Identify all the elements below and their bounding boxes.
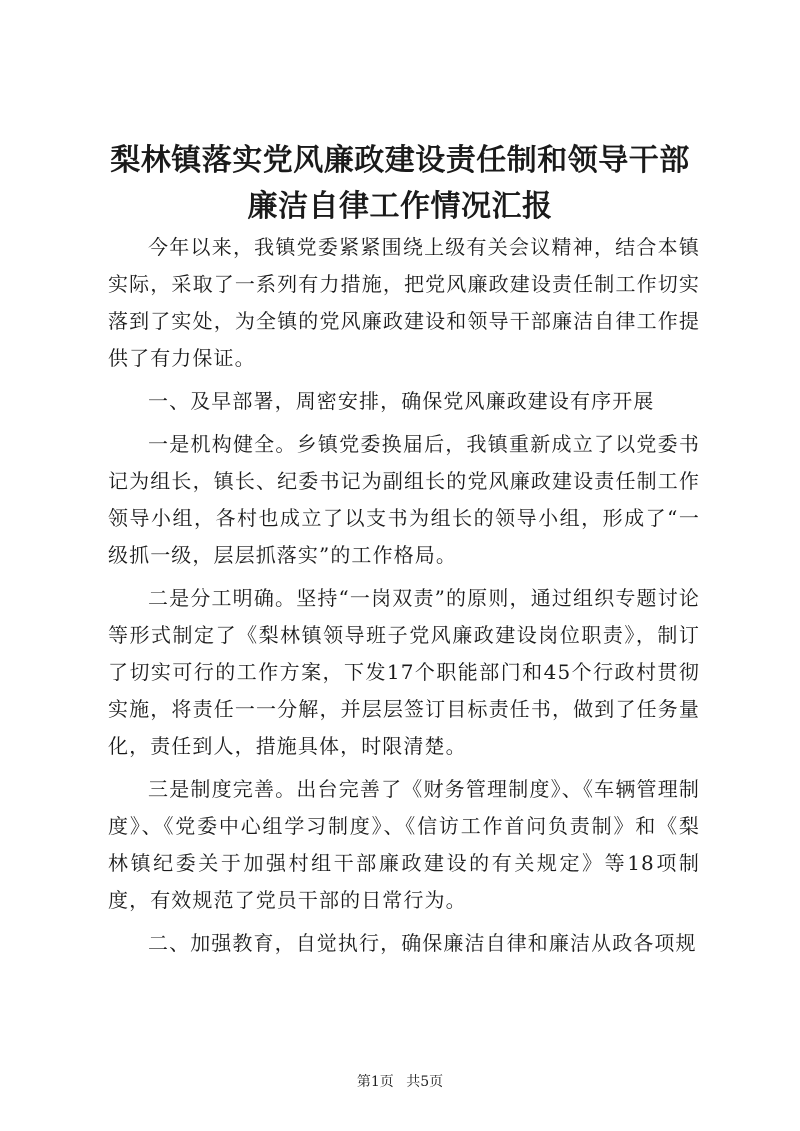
paragraph-intro: 今年以来，我镇党委紧紧围绕上级有关会议精神，结合本镇实际，采取了一系列有力措施，把党风廉政建设责任制工作切实落到了实处，为全镇的党风廉政建设和领导干部廉洁自律工作提供了有力保证。 bbox=[108, 235, 700, 370]
page-footer bbox=[0, 1072, 800, 1092]
paragraph-organization: 一是机构健全。乡镇党委换届后，我镇重新成立了以党委书记为组长，镇长、纪委书记为副组长的党风廉政建设责任制工作领导小组，各村也成立了以支书为组长的领导小组，形成了“一级抓一级，层层抓落实”的工作格局。 bbox=[108, 432, 700, 567]
section-heading-1: 一、及早部署，周密安排，确保党风廉政建设有序开展 bbox=[148, 389, 655, 413]
page-total: 共5页 bbox=[406, 1074, 444, 1090]
paragraph-division-of-labor: 二是分工明确。坚持“一岗双责”的原则，通过组织专题讨论等形式制定了《梨林镇领导班子党风廉政建设岗位职责》，制订了切实可行的工作方案，下发17个职能部门和45个行政村贯彻实施，将责任一一分解，并层层签订目标责任书，做到了任务量化，责任到人，措施具体，时限清楚。 bbox=[108, 586, 700, 758]
section-heading-2: 二、加强教育，自觉执行，确保廉洁自律和廉洁从政各项规 bbox=[148, 931, 697, 955]
document-title: 梨林镇落实党风廉政建设责任制和领导干部廉洁自律工作情况汇报 bbox=[110, 143, 690, 224]
page-number: 第1页 bbox=[356, 1074, 394, 1090]
document-body bbox=[108, 229, 700, 968]
paragraph-systems: 三是制度完善。出台完善了《财务管理制度》、《车辆管理制度》、《党委中心组学习制度》、《信访工作首问负责制》和《梨林镇纪委关于加强村组干部廉政建设的有关规定》等18项制度，有效规范了党员干部的日常行为。 bbox=[108, 777, 700, 912]
